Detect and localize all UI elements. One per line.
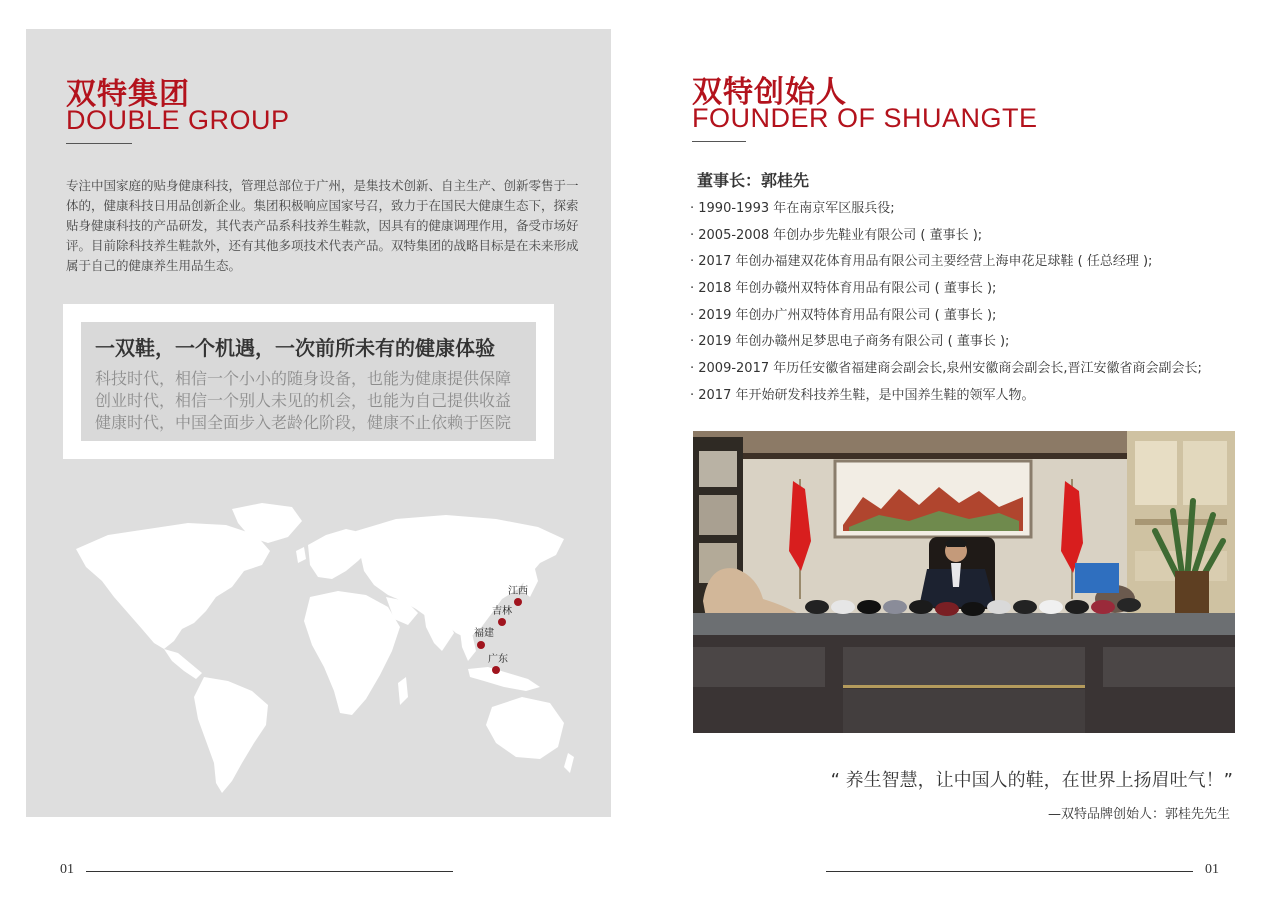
map-label-jilin: 吉林 [492, 606, 512, 617]
bio-item: · 2017 年开始研发科技养生鞋，是中国养生鞋的领军人物。 [690, 387, 1035, 403]
quote-headline: 一双鞋，一个机遇，一次前所未有的健康体验 [95, 336, 495, 360]
left-title-rule [66, 143, 132, 144]
bio-item: · 2019 年创办赣州足梦思电子商务有限公司 ( 董事长 ); [690, 334, 1010, 350]
bio-item: · 2005-2008 年创办步先鞋业有限公司 ( 董事长 ); [690, 227, 983, 243]
left-panel [26, 29, 611, 817]
map-land [76, 503, 574, 793]
bio-item: · 2019 年创办广州双特体育用品有限公司 ( 董事长 ); [690, 307, 997, 323]
quote-line: 健康时代，中国全面步入老龄化阶段，健康不止依赖于医院 [95, 413, 512, 432]
bio-item: · 2017 年创办福建双花体育用品有限公司主要经营上海申花足球鞋 ( 任总经理 ); [690, 254, 1153, 270]
quote-line: 创业时代，相信一个别人未见的机会，也能为自己提供收益 [95, 391, 512, 410]
quote-line: 科技时代，相信一个小小的随身设备，也能为健康提供保障 [95, 369, 512, 388]
quote-box [63, 304, 554, 459]
left-title-cn: 双特集团 [66, 77, 190, 112]
founder-bio-list [690, 196, 1202, 410]
right-title-en: FOUNDER OF SHUANGTE [692, 103, 1038, 133]
company-intro: 专注中国家庭的贴身健康科技，管理总部位于广州，是集技术创新、自主生产、创新零售于一体的，健康科技日用品创新企业。集团积极响应国家号召，致力于在国民大健康生态下，探索贴身健康科技的产品研发，其代表产品系科技养生鞋款，因具有的健康调理作用，备受市场好评。目前除科技养生鞋款外，还有其他多项技术代表产品。双特集团的战略目标是在未来形成属于自己的健康养生用品生态。 [66, 178, 579, 273]
map-marker-jilin [498, 618, 506, 626]
founder-name: 董事长：郭桂先 [697, 171, 810, 190]
map-marker-guangdong [492, 666, 500, 674]
map-marker-fujian [477, 641, 485, 649]
slogan-attribution: —双特品牌创始人：郭桂先先生 [1047, 807, 1230, 822]
right-page-number: 01 [1205, 862, 1219, 877]
left-footer-rule [86, 871, 453, 872]
bio-item: · 1990-1993 年在南京军区服兵役; [690, 201, 895, 216]
quote-inner [81, 322, 536, 441]
map-label-fujian: 福建 [474, 628, 494, 639]
right-title-cn: 双特创始人 [692, 75, 847, 110]
founder-photo [693, 431, 1235, 733]
right-title-rule [692, 141, 746, 142]
map-label-jiangxi: 江西 [508, 586, 528, 597]
map-label-guangdong: 广东 [488, 654, 508, 665]
left-page-number: 01 [60, 862, 74, 877]
right-footer-rule [826, 871, 1193, 872]
left-title-en: DOUBLE GROUP [66, 105, 290, 135]
slogan-quote: “ 养生智慧，让中国人的鞋，在世界上扬眉吐气！” [830, 770, 1233, 791]
bio-item: · 2009-2017 年历任安徽省福建商会副会长,泉州安徽商会副会长,晋江安徽省商会副会长; [690, 361, 1202, 377]
world-map [56, 501, 576, 801]
bio-item: · 2018 年创办赣州双特体育用品有限公司 ( 董事长 ); [690, 281, 997, 297]
map-marker-jiangxi [514, 598, 522, 606]
